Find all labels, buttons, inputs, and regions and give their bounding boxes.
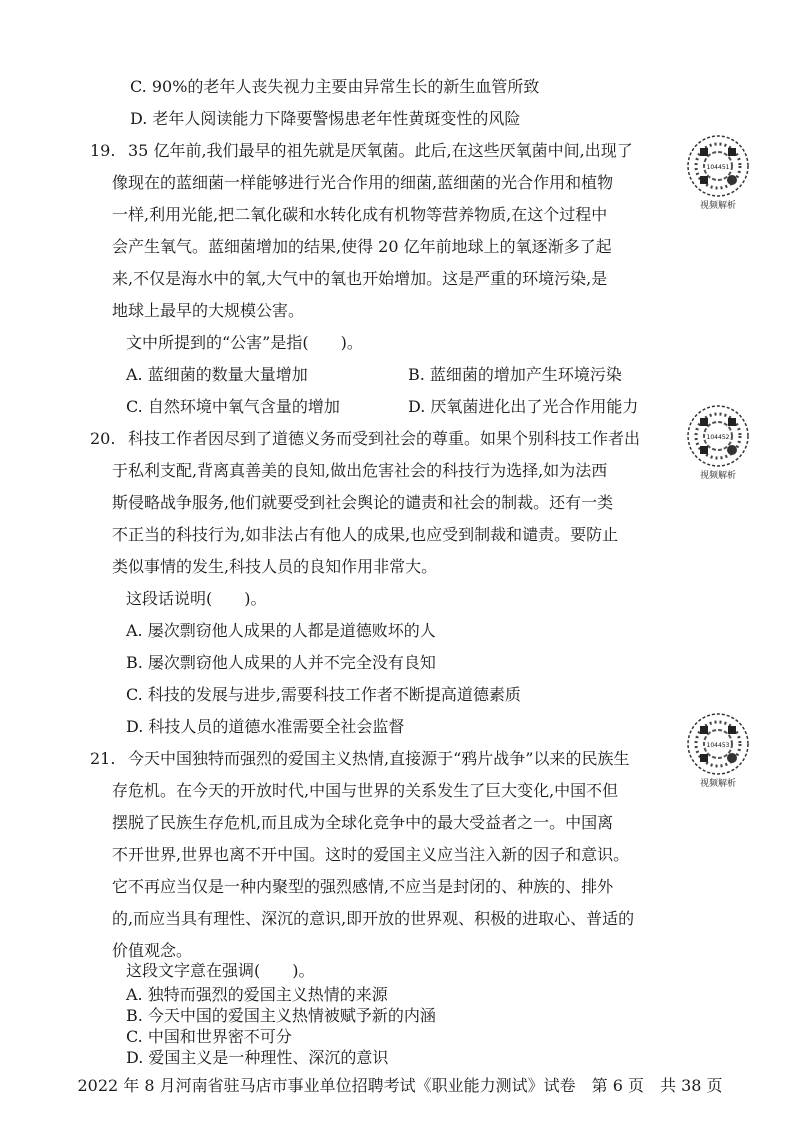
qr-code-graphic xyxy=(686,134,750,198)
qr-code-icon[interactable] xyxy=(686,404,750,468)
qr-code-id: 104451 xyxy=(706,164,730,171)
video-analysis-label: 视频解析 xyxy=(699,471,736,481)
question-20-option-b: B. 屡次剽窃他人成果的人并不完全没有良知 xyxy=(126,653,436,672)
video-analysis-label: 视频解析 xyxy=(699,779,736,789)
question-20-prompt: 这段话说明( )。 xyxy=(126,589,267,608)
question-19-prompt: 文中所提到的“公害”是指( )。 xyxy=(126,333,363,352)
question-21-passage-line: 的,而应当具有理性、深沉的意识,即开放的世界观、积极的进取心、普适的 xyxy=(112,909,635,928)
question-21-option-b: B. 今天中国的爱国主义热情被赋予新的内涵 xyxy=(126,1006,436,1025)
qr-code-id: 104453 xyxy=(706,742,730,749)
question-20-number: 20. xyxy=(90,429,116,448)
question-19-passage-line: 35 亿年前,我们最早的祖先就是厌氧菌。此后,在这些厌氧菌中间,出现了 xyxy=(128,141,633,160)
question-19-passage-line: 一样,利用光能,把二氧化碳和水转化成有机物等营养物质,在这个过程中 xyxy=(112,205,608,224)
question-21-passage-line: 价值观念。 xyxy=(112,941,193,960)
question-20-option-a: A. 屡次剽窃他人成果的人都是道德败坏的人 xyxy=(126,621,436,640)
question-19-number: 19. xyxy=(90,141,116,160)
question-19-passage-line: 会产生氧气。蓝细菌增加的结果,使得 20 亿年前地球上的氧逐渐多了起 xyxy=(112,237,612,256)
question-20-option-c: C. 科技的发展与进步,需要科技工作者不断提高道德素质 xyxy=(126,685,521,704)
question-21-passage-line: 今天中国独特而强烈的爱国主义热情,直接源于“鸦片战争”以来的民族生 xyxy=(128,749,630,768)
question-20-passage-line: 斯侵略战争服务,他们就要受到社会舆论的谴责和社会的制裁。还有一类 xyxy=(112,493,614,512)
question-21-prompt: 这段文字意在强调( )。 xyxy=(126,961,315,980)
qr-code-graphic xyxy=(686,712,750,776)
question-19-option-a: A. 蓝细菌的数量大量增加 xyxy=(126,365,308,384)
question-21-passage-line: 不开世界,世界也离不开中国。这时的爱国主义应当注入新的因子和意识。 xyxy=(112,845,630,864)
question-20-option-d: D. 科技人员的道德水准需要全社会监督 xyxy=(126,717,405,736)
question-19-option-d: D. 厌氧菌进化出了光合作用能力 xyxy=(408,397,639,416)
qr-code-graphic xyxy=(686,404,750,468)
qr-code-icon[interactable] xyxy=(686,134,750,198)
question-20-passage-line: 类似事情的发生,科技人员的良知作用非常大。 xyxy=(112,557,438,576)
question-20-passage-line: 于私利支配,背离真善美的良知,做出危害社会的科技行为选择,如为法西 xyxy=(112,461,608,480)
video-analysis-label: 视频解析 xyxy=(699,201,736,211)
question-21-passage-line: 它不再应当仅是一种内聚型的强烈感情,不应当是封闭的、种族的、排外 xyxy=(112,877,614,896)
question-21-option-d: D. 爱国主义是一种理性、深沉的意识 xyxy=(126,1048,389,1067)
question-19-passage-line: 地球上最早的大规模公害。 xyxy=(112,301,305,320)
qr-code-id: 104452 xyxy=(706,434,730,441)
page-footer: 2022 年 8 月河南省驻马店市事业单位招聘考试《职业能力测试》试卷 第 6 页 共 38 页 xyxy=(77,1076,723,1095)
question-20-passage-line: 科技工作者因尽到了道德义务而受到社会的尊重。如果个别科技工作者出 xyxy=(128,429,641,448)
prev-option-d: D. 老年人阅读能力下降要警惕患老年性黄斑变性的风险 xyxy=(130,109,521,128)
question-19-passage-line: 像现在的蓝细菌一样能够进行光合作用的细菌,蓝细菌的光合作用和植物 xyxy=(112,173,614,192)
question-21-option-a: A. 独特而强烈的爱国主义热情的来源 xyxy=(126,985,388,1004)
question-21-passage-line: 存危机。在今天的开放时代,中国与世界的关系发生了巨大变化,中国不但 xyxy=(112,781,619,800)
qr-code-icon[interactable] xyxy=(686,712,750,776)
prev-option-c: C. 90%的老年人丧失视力主要由异常生长的新生血管所致 xyxy=(130,77,540,96)
question-20-passage-line: 不正当的科技行为,如非法占有他人的成果,也应受到制裁和谴责。要防止 xyxy=(112,525,619,544)
question-21-number: 21. xyxy=(90,749,116,768)
question-21-passage-line: 摆脱了民族生存危机,而且成为全球化竞争中的最大受益者之一。中国离 xyxy=(112,813,614,832)
question-21-option-c: C. 中国和世界密不可分 xyxy=(126,1027,292,1046)
question-19-passage-line: 来,不仅是海水中的氧,大气中的氧也开始增加。这是严重的环境污染,是 xyxy=(112,269,608,288)
question-19-option-c: C. 自然环境中氧气含量的增加 xyxy=(126,397,340,416)
question-19-option-b: B. 蓝细菌的增加产生环境污染 xyxy=(408,365,622,384)
